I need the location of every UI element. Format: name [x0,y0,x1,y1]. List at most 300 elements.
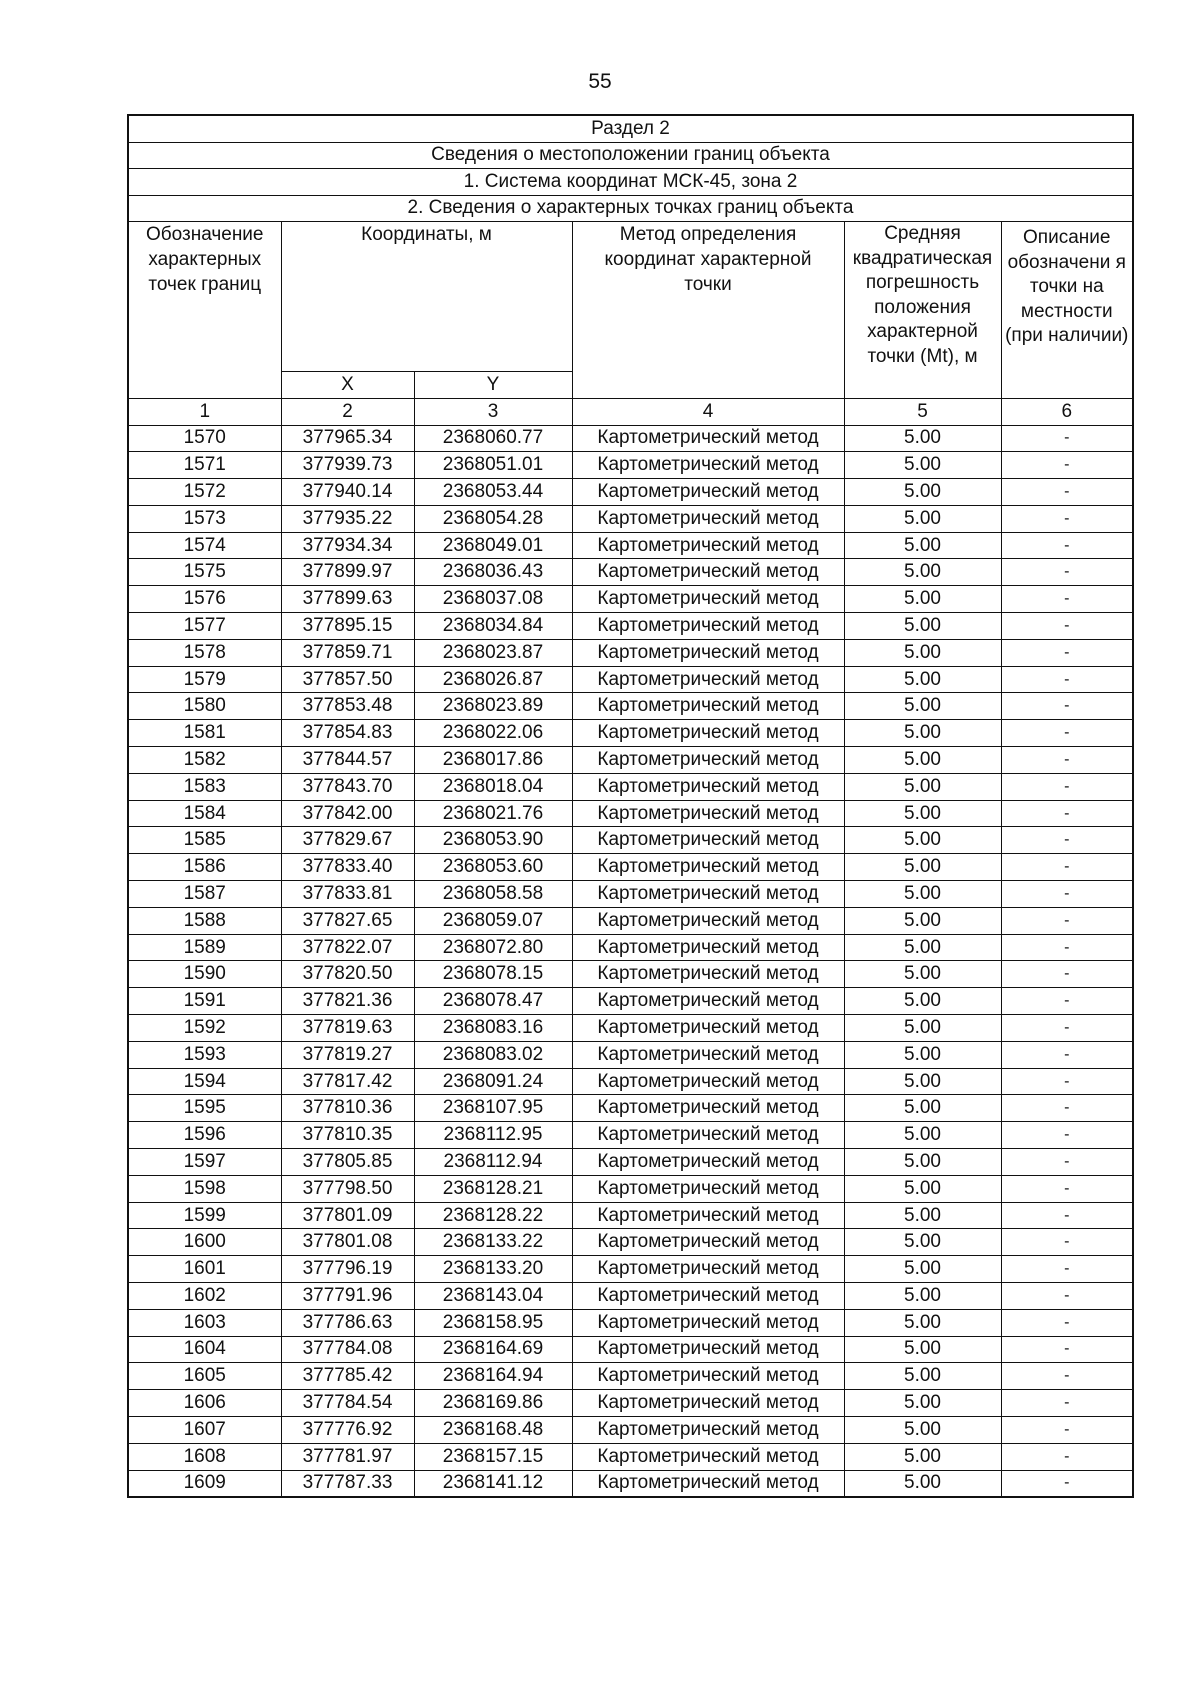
point-id-cell: 1604 [128,1336,281,1363]
description-cell: - [1001,559,1133,586]
point-id-cell: 1571 [128,452,281,479]
page-number: 55 [588,70,612,93]
x-coordinate-cell: 377854.83 [281,720,414,747]
mean-error-cell: 5.00 [844,639,1001,666]
description-cell: - [1001,1336,1133,1363]
mean-error-cell: 5.00 [844,907,1001,934]
method-cell: Картометрический метод [572,1149,844,1176]
x-coordinate-cell: 377781.97 [281,1443,414,1470]
y-coordinate-cell: 2368169.86 [414,1390,572,1417]
mean-error-cell: 5.00 [844,425,1001,452]
mean-error-cell: 5.00 [844,559,1001,586]
method-cell: Картометрический метод [572,907,844,934]
y-coordinate-cell: 2368112.95 [414,1122,572,1149]
point-id-cell: 1601 [128,1256,281,1283]
mean-error-cell: 5.00 [844,1309,1001,1336]
method-cell: Картометрический метод [572,1443,844,1470]
y-coordinate-cell: 2368157.15 [414,1443,572,1470]
mean-error-cell: 5.00 [844,800,1001,827]
column-numbers-row [128,399,1133,426]
x-coordinate-cell: 377810.36 [281,1095,414,1122]
table-row [128,613,1133,640]
y-coordinate-cell: 2368112.94 [414,1149,572,1176]
table-row [128,1309,1133,1336]
y-coordinate-cell: 2368133.22 [414,1229,572,1256]
mean-error-cell: 5.00 [844,1149,1001,1176]
y-coordinate-cell: 2368141.12 [414,1470,572,1497]
description-cell: - [1001,613,1133,640]
description-cell: - [1001,1256,1133,1283]
x-coordinate-cell: 377805.85 [281,1149,414,1176]
y-coordinate-cell: 2368143.04 [414,1283,572,1310]
x-coordinate-cell: 377821.36 [281,988,414,1015]
x-coordinate-cell: 377895.15 [281,613,414,640]
x-coordinate-cell: 377939.73 [281,452,414,479]
x-coordinate-cell: 377784.08 [281,1336,414,1363]
method-cell: Картометрический метод [572,666,844,693]
y-coordinate-cell: 2368053.44 [414,479,572,506]
description-cell: - [1001,452,1133,479]
description-cell: - [1001,505,1133,532]
x-coordinate-cell: 377784.54 [281,1390,414,1417]
method-cell: Картометрический метод [572,988,844,1015]
description-cell: - [1001,479,1133,506]
column-number: 6 [1001,399,1133,426]
description-cell: - [1001,1283,1133,1310]
table-row [128,827,1133,854]
column-number: 5 [844,399,1001,426]
description-cell: - [1001,747,1133,774]
table-row [128,800,1133,827]
y-coordinate-cell: 2368164.94 [414,1363,572,1390]
point-id-cell: 1609 [128,1470,281,1497]
point-id-cell: 1588 [128,907,281,934]
mean-error-cell: 5.00 [844,693,1001,720]
mean-error-cell: 5.00 [844,1229,1001,1256]
description-cell: - [1001,425,1133,452]
method-cell: Картометрический метод [572,532,844,559]
point-id-cell: 1602 [128,1283,281,1310]
method-cell: Картометрический метод [572,800,844,827]
y-coordinate-cell: 2368083.16 [414,1015,572,1042]
mean-error-cell: 5.00 [844,505,1001,532]
description-cell: - [1001,1015,1133,1042]
point-id-cell: 1589 [128,934,281,961]
table-row [128,773,1133,800]
header-y: Y [414,372,572,399]
y-coordinate-cell: 2368091.24 [414,1068,572,1095]
table-row [128,1363,1133,1390]
method-cell: Картометрический метод [572,1015,844,1042]
description-cell: - [1001,586,1133,613]
point-id-cell: 1590 [128,961,281,988]
method-cell: Картометрический метод [572,1470,844,1497]
point-id-cell: 1606 [128,1390,281,1417]
description-cell: - [1001,693,1133,720]
section-subtitle: Сведения о местоположении границ объекта [128,142,1133,169]
x-coordinate-cell: 377798.50 [281,1175,414,1202]
method-cell: Картометрический метод [572,1256,844,1283]
x-coordinate-cell: 377801.08 [281,1229,414,1256]
x-coordinate-cell: 377853.48 [281,693,414,720]
x-coordinate-cell: 377935.22 [281,505,414,532]
x-coordinate-cell: 377785.42 [281,1363,414,1390]
description-cell: - [1001,666,1133,693]
method-cell: Картометрический метод [572,934,844,961]
method-cell: Картометрический метод [572,881,844,908]
method-cell: Картометрический метод [572,1122,844,1149]
mean-error-cell: 5.00 [844,1202,1001,1229]
method-cell: Картометрический метод [572,559,844,586]
mean-error-cell: 5.00 [844,1256,1001,1283]
point-id-cell: 1581 [128,720,281,747]
y-coordinate-cell: 2368072.80 [414,934,572,961]
y-coordinate-cell: 2368158.95 [414,1309,572,1336]
description-cell: - [1001,854,1133,881]
y-coordinate-cell: 2368049.01 [414,532,572,559]
method-cell: Картометрический метод [572,854,844,881]
description-cell: - [1001,1416,1133,1443]
mean-error-cell: 5.00 [844,881,1001,908]
method-cell: Картометрический метод [572,720,844,747]
method-cell: Картометрический метод [572,586,844,613]
column-number: 2 [281,399,414,426]
method-cell: Картометрический метод [572,613,844,640]
points-caption: 2. Сведения о характерных точках границ объекта [128,195,1133,222]
y-coordinate-cell: 2368078.47 [414,988,572,1015]
table-row [128,1068,1133,1095]
table-row [128,1122,1133,1149]
x-coordinate-cell: 377819.27 [281,1041,414,1068]
table-row [128,747,1133,774]
method-cell: Картометрический метод [572,1202,844,1229]
point-id-cell: 1582 [128,747,281,774]
point-id-cell: 1576 [128,586,281,613]
y-coordinate-cell: 2368022.06 [414,720,572,747]
method-cell: Картометрический метод [572,1336,844,1363]
method-cell: Картометрический метод [572,1309,844,1336]
table-row [128,586,1133,613]
description-cell: - [1001,881,1133,908]
y-coordinate-cell: 2368053.90 [414,827,572,854]
point-id-cell: 1585 [128,827,281,854]
x-coordinate-cell: 377833.81 [281,881,414,908]
mean-error-cell: 5.00 [844,1283,1001,1310]
boundary-points-table [127,114,1134,1498]
mean-error-cell: 5.00 [844,1122,1001,1149]
table-row [128,1041,1133,1068]
y-coordinate-cell: 2368128.22 [414,1202,572,1229]
y-coordinate-cell: 2368164.69 [414,1336,572,1363]
point-id-cell: 1596 [128,1122,281,1149]
point-id-cell: 1607 [128,1416,281,1443]
x-coordinate-cell: 377801.09 [281,1202,414,1229]
y-coordinate-cell: 2368021.76 [414,800,572,827]
mean-error-cell: 5.00 [844,854,1001,881]
method-cell: Картометрический метод [572,425,844,452]
description-cell: - [1001,1068,1133,1095]
method-cell: Картометрический метод [572,1283,844,1310]
x-coordinate-cell: 377796.19 [281,1256,414,1283]
table-row [128,1095,1133,1122]
y-coordinate-cell: 2368060.77 [414,425,572,452]
method-cell: Картометрический метод [572,1068,844,1095]
mean-error-cell: 5.00 [844,988,1001,1015]
table-row [128,639,1133,666]
point-id-cell: 1605 [128,1363,281,1390]
table-row [128,559,1133,586]
mean-error-cell: 5.00 [844,827,1001,854]
point-id-cell: 1598 [128,1175,281,1202]
x-coordinate-cell: 377829.67 [281,827,414,854]
method-cell: Картометрический метод [572,827,844,854]
point-id-cell: 1583 [128,773,281,800]
table-row [128,1256,1133,1283]
description-cell: - [1001,1149,1133,1176]
header-coordinates: Координаты, м [281,222,572,372]
mean-error-cell: 5.00 [844,586,1001,613]
method-cell: Картометрический метод [572,961,844,988]
section-title: Раздел 2 [128,115,1133,142]
point-id-cell: 1594 [128,1068,281,1095]
mean-error-cell: 5.00 [844,452,1001,479]
x-coordinate-cell: 377822.07 [281,934,414,961]
header-method: Метод определения координат характерной точки [572,222,844,399]
description-cell: - [1001,1470,1133,1497]
table-row [128,1470,1133,1497]
point-id-cell: 1593 [128,1041,281,1068]
column-number: 1 [128,399,281,426]
x-coordinate-cell: 377786.63 [281,1309,414,1336]
description-cell: - [1001,907,1133,934]
table-row [128,479,1133,506]
x-coordinate-cell: 377899.97 [281,559,414,586]
y-coordinate-cell: 2368023.87 [414,639,572,666]
x-coordinate-cell: 377827.65 [281,907,414,934]
method-cell: Картометрический метод [572,1363,844,1390]
mean-error-cell: 5.00 [844,1416,1001,1443]
header-description: Описание обозначени я точки на местности (при наличии) [1001,222,1133,399]
point-id-cell: 1600 [128,1229,281,1256]
x-coordinate-cell: 377819.63 [281,1015,414,1042]
y-coordinate-cell: 2368034.84 [414,613,572,640]
method-cell: Картометрический метод [572,747,844,774]
point-id-cell: 1608 [128,1443,281,1470]
x-coordinate-cell: 377965.34 [281,425,414,452]
table-row [128,452,1133,479]
table-row [128,1229,1133,1256]
table-row [128,854,1133,881]
table-row [128,1175,1133,1202]
y-coordinate-cell: 2368026.87 [414,666,572,693]
table-row [128,720,1133,747]
method-cell: Картометрический метод [572,1390,844,1417]
description-cell: - [1001,532,1133,559]
table-row [128,961,1133,988]
x-coordinate-cell: 377820.50 [281,961,414,988]
point-id-cell: 1595 [128,1095,281,1122]
table-row [128,1283,1133,1310]
y-coordinate-cell: 2368059.07 [414,907,572,934]
method-cell: Картометрический метод [572,1175,844,1202]
method-cell: Картометрический метод [572,1416,844,1443]
x-coordinate-cell: 377787.33 [281,1470,414,1497]
table-row [128,988,1133,1015]
point-id-cell: 1577 [128,613,281,640]
mean-error-cell: 5.00 [844,1041,1001,1068]
description-cell: - [1001,934,1133,961]
y-coordinate-cell: 2368058.58 [414,881,572,908]
mean-error-cell: 5.00 [844,961,1001,988]
point-id-cell: 1578 [128,639,281,666]
method-cell: Картометрический метод [572,693,844,720]
mean-error-cell: 5.00 [844,720,1001,747]
description-cell: - [1001,1443,1133,1470]
y-coordinate-cell: 2368051.01 [414,452,572,479]
table-row [128,532,1133,559]
mean-error-cell: 5.00 [844,1095,1001,1122]
point-id-cell: 1599 [128,1202,281,1229]
description-cell: - [1001,800,1133,827]
mean-error-cell: 5.00 [844,1068,1001,1095]
point-id-cell: 1572 [128,479,281,506]
table-row [128,505,1133,532]
y-coordinate-cell: 2368017.86 [414,747,572,774]
y-coordinate-cell: 2368018.04 [414,773,572,800]
description-cell: - [1001,961,1133,988]
method-cell: Картометрический метод [572,639,844,666]
header-mean-error: Средняя квадратическая погрешность положения характерной точки (Mt), м [844,222,1001,399]
method-cell: Картометрический метод [572,1095,844,1122]
mean-error-cell: 5.00 [844,1336,1001,1363]
x-coordinate-cell: 377842.00 [281,800,414,827]
mean-error-cell: 5.00 [844,1470,1001,1497]
header-point-designation: Обозначение характерных точек границ [128,222,281,399]
method-cell: Картометрический метод [572,1229,844,1256]
point-id-cell: 1597 [128,1149,281,1176]
description-cell: - [1001,1363,1133,1390]
y-coordinate-cell: 2368128.21 [414,1175,572,1202]
table-row [128,425,1133,452]
mean-error-cell: 5.00 [844,666,1001,693]
mean-error-cell: 5.00 [844,747,1001,774]
method-cell: Картометрический метод [572,479,844,506]
method-cell: Картометрический метод [572,773,844,800]
point-id-cell: 1570 [128,425,281,452]
y-coordinate-cell: 2368078.15 [414,961,572,988]
point-id-cell: 1574 [128,532,281,559]
mean-error-cell: 5.00 [844,773,1001,800]
y-coordinate-cell: 2368133.20 [414,1256,572,1283]
description-cell: - [1001,773,1133,800]
x-coordinate-cell: 377817.42 [281,1068,414,1095]
table-row [128,934,1133,961]
table-row [128,1202,1133,1229]
column-number: 3 [414,399,572,426]
mean-error-cell: 5.00 [844,1443,1001,1470]
coordinate-system: 1. Система координат МСК-45, зона 2 [128,169,1133,196]
table-row [128,1390,1133,1417]
x-coordinate-cell: 377934.34 [281,532,414,559]
y-coordinate-cell: 2368053.60 [414,854,572,881]
point-id-cell: 1587 [128,881,281,908]
description-cell: - [1001,1095,1133,1122]
description-cell: - [1001,1122,1133,1149]
column-number: 4 [572,399,844,426]
point-id-cell: 1580 [128,693,281,720]
table-row [128,1149,1133,1176]
description-cell: - [1001,639,1133,666]
table-row [128,1443,1133,1470]
mean-error-cell: 5.00 [844,1175,1001,1202]
x-coordinate-cell: 377940.14 [281,479,414,506]
point-id-cell: 1586 [128,854,281,881]
description-cell: - [1001,720,1133,747]
y-coordinate-cell: 2368107.95 [414,1095,572,1122]
mean-error-cell: 5.00 [844,1363,1001,1390]
x-coordinate-cell: 377857.50 [281,666,414,693]
mean-error-cell: 5.00 [844,934,1001,961]
table-row [128,907,1133,934]
description-cell: - [1001,1041,1133,1068]
y-coordinate-cell: 2368083.02 [414,1041,572,1068]
x-coordinate-cell: 377899.63 [281,586,414,613]
mean-error-cell: 5.00 [844,613,1001,640]
x-coordinate-cell: 377776.92 [281,1416,414,1443]
description-cell: - [1001,1175,1133,1202]
point-id-cell: 1575 [128,559,281,586]
point-id-cell: 1573 [128,505,281,532]
point-id-cell: 1584 [128,800,281,827]
x-coordinate-cell: 377843.70 [281,773,414,800]
point-id-cell: 1591 [128,988,281,1015]
mean-error-cell: 5.00 [844,1015,1001,1042]
table-row [128,693,1133,720]
x-coordinate-cell: 377859.71 [281,639,414,666]
description-cell: - [1001,1309,1133,1336]
description-cell: - [1001,827,1133,854]
point-id-cell: 1592 [128,1015,281,1042]
point-id-cell: 1603 [128,1309,281,1336]
method-cell: Картометрический метод [572,505,844,532]
table-row [128,881,1133,908]
table-row [128,1416,1133,1443]
header-x: X [281,372,414,399]
description-cell: - [1001,1390,1133,1417]
table-row [128,1336,1133,1363]
mean-error-cell: 5.00 [844,532,1001,559]
y-coordinate-cell: 2368036.43 [414,559,572,586]
x-coordinate-cell: 377844.57 [281,747,414,774]
description-cell: - [1001,1229,1133,1256]
y-coordinate-cell: 2368023.89 [414,693,572,720]
description-cell: - [1001,988,1133,1015]
mean-error-cell: 5.00 [844,479,1001,506]
y-coordinate-cell: 2368037.08 [414,586,572,613]
point-id-cell: 1579 [128,666,281,693]
y-coordinate-cell: 2368054.28 [414,505,572,532]
table-row [128,1015,1133,1042]
x-coordinate-cell: 377791.96 [281,1283,414,1310]
method-cell: Картометрический метод [572,452,844,479]
y-coordinate-cell: 2368168.48 [414,1416,572,1443]
method-cell: Картометрический метод [572,1041,844,1068]
x-coordinate-cell: 377810.35 [281,1122,414,1149]
table-row [128,666,1133,693]
description-cell: - [1001,1202,1133,1229]
mean-error-cell: 5.00 [844,1390,1001,1417]
x-coordinate-cell: 377833.40 [281,854,414,881]
